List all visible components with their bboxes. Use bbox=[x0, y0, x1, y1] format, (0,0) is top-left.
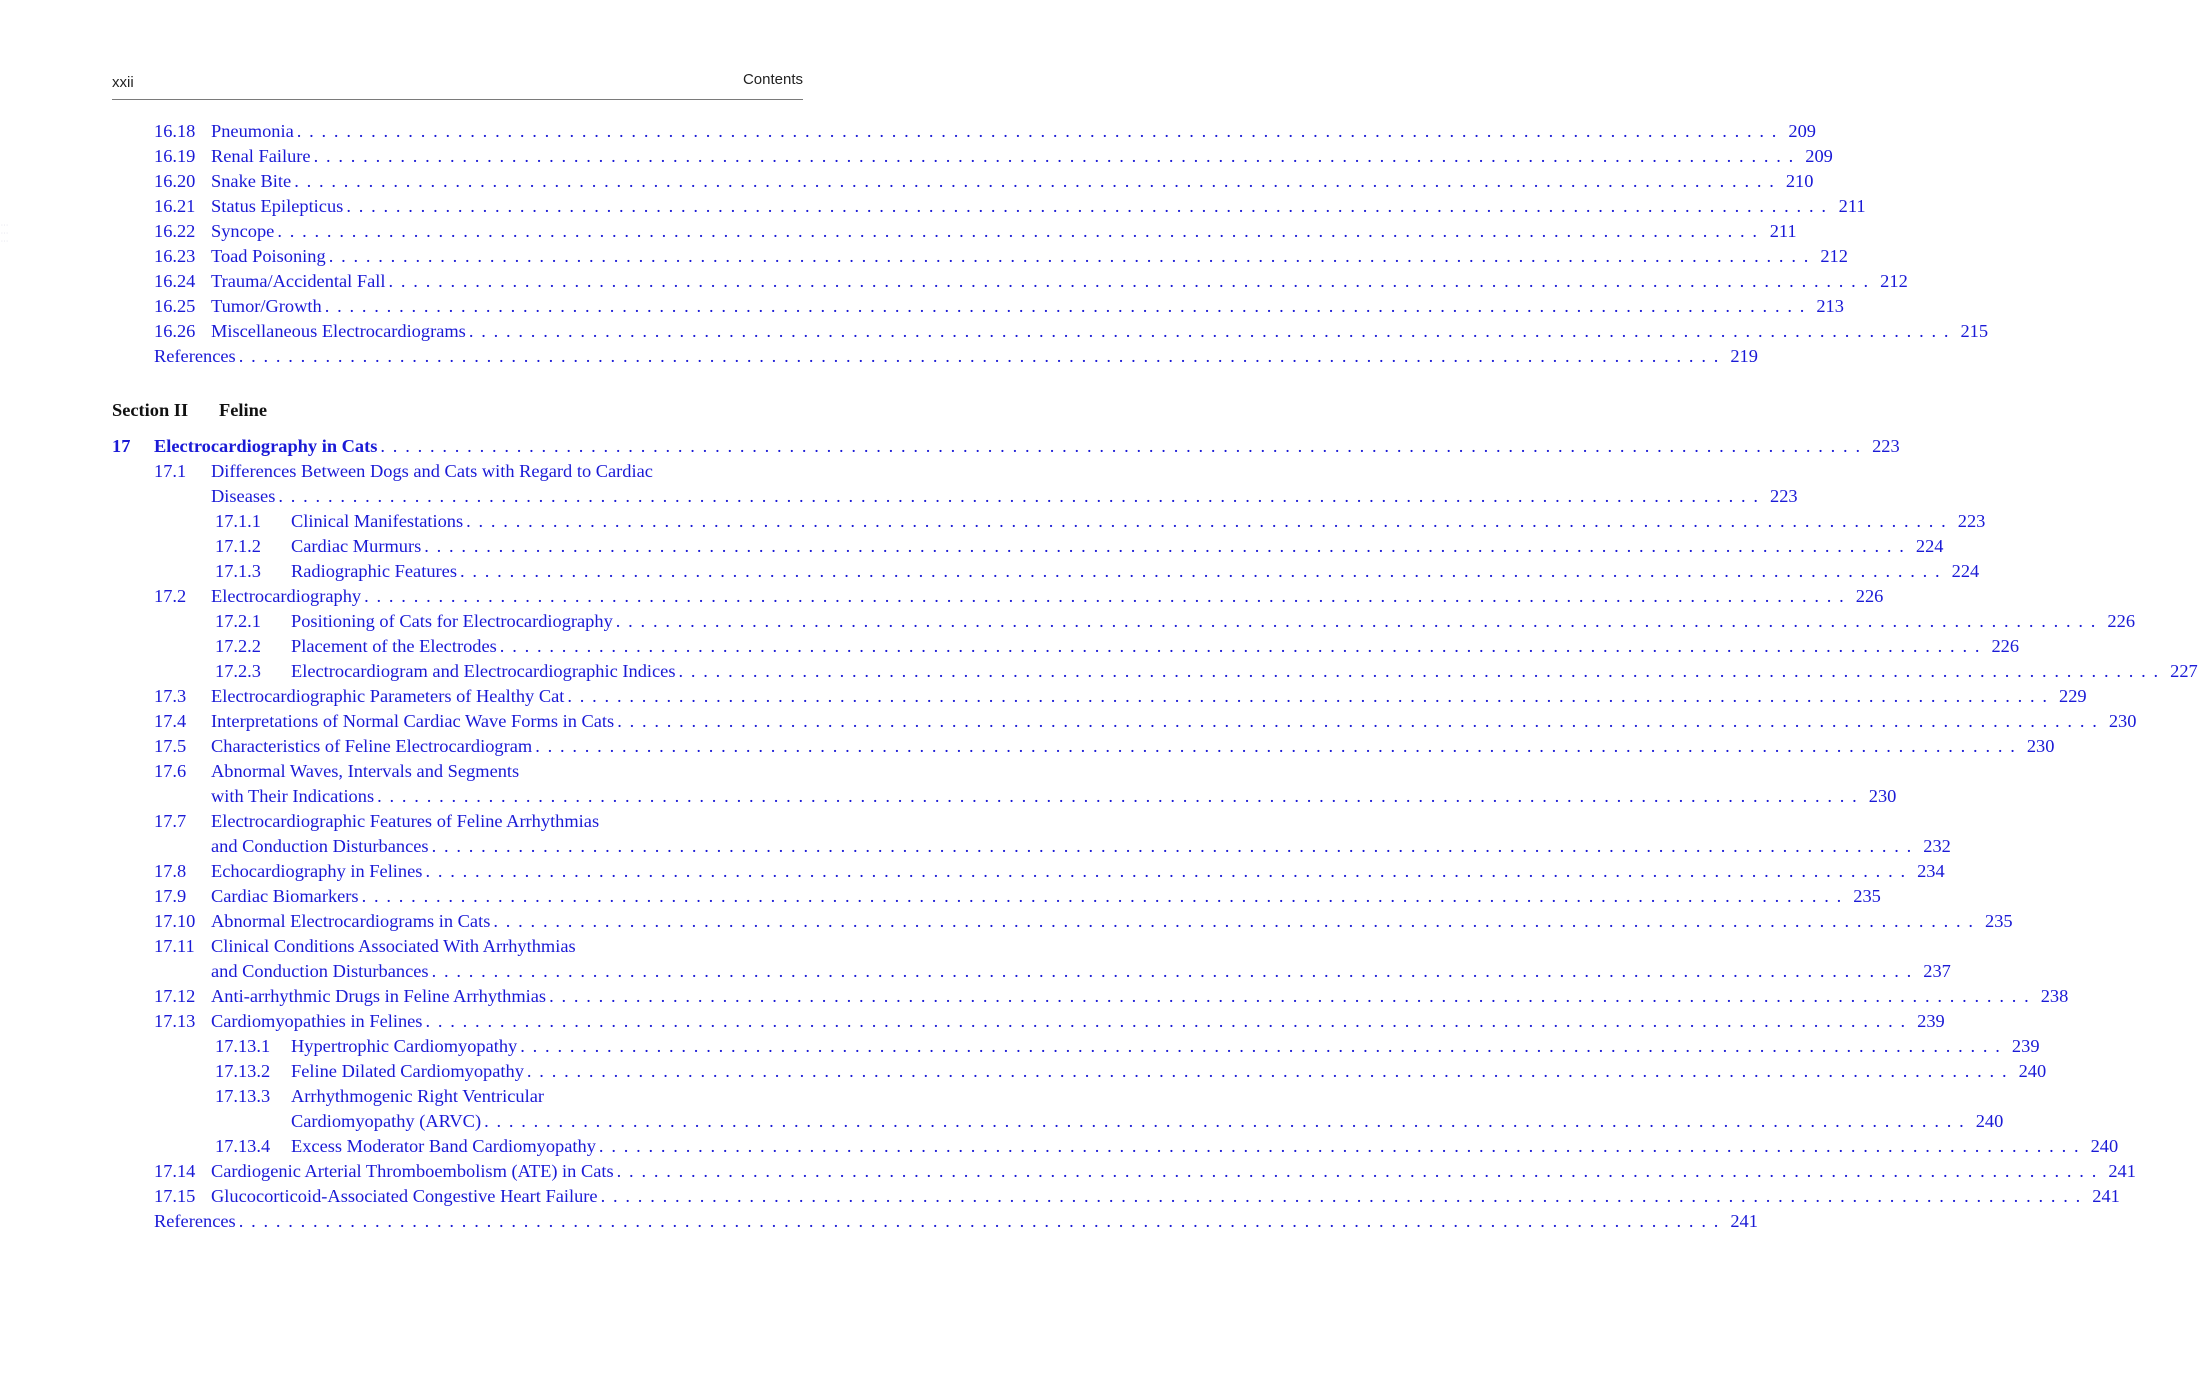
dot-leader: . . . . . . . . . . . . . . . . . . . . . . . . . . . . . . . . . . . . . . . . . . . . . . . . . . . . . . . . . . . . . . . . . . . . . . . . . . . . . . . . . . . . . . . . . . . . . . . . . . . . . . . . . . . . . . . . . . . . . . . . bbox=[499, 636, 1982, 656]
toc-entry[interactable] bbox=[0, 884, 1881, 909]
toc-entry-number: 17.8 bbox=[154, 861, 187, 881]
toc-entry[interactable] bbox=[0, 759, 803, 784]
toc-entry[interactable] bbox=[0, 584, 1884, 609]
toc-entry-title: Cardiogenic Arterial Thromboembolism (ATE) in Cats bbox=[211, 1161, 614, 1181]
dot-leader: . . . . . . . . . . . . . . . . . . . . . . . . . . . . . . . . . . . . . . . . . . . . . . . . . . . . . . . . . . . . . . . . . . . . . . . . . . . . . . . . . . . . . . . . . . . . . . . . . . . . . . . . . . . . . . . . . . . . . . . . bbox=[484, 1111, 1966, 1131]
toc-entry-page: 240 bbox=[2090, 1136, 2119, 1156]
page-number: xxii bbox=[112, 74, 134, 91]
toc-entry-title: Positioning of Cats for Electrocardiography bbox=[291, 611, 613, 631]
toc-entry-title: and Conduction Disturbances bbox=[211, 961, 429, 981]
toc-entry-page: 209 bbox=[1788, 121, 1816, 141]
toc-entry-title: Feline Dilated Cardiomyopathy bbox=[291, 1061, 524, 1081]
toc-entry[interactable] bbox=[0, 909, 2013, 934]
dot-leader: . . . . . . . . . . . . . . . . . . . . . . . . . . . . . . . . . . . . . . . . . . . . . . . . . . . . . . . . . . . . . . . . . . . . . . . . . . . . . . . . . . . . . . . . . . . . . . . . . . . . . . . . . . . . . . . . . . . . . . . . bbox=[364, 586, 1846, 606]
toc-entry-page: 226 bbox=[1991, 636, 2020, 656]
toc-entry-page: 212 bbox=[1880, 271, 1908, 291]
toc-entry[interactable] bbox=[0, 144, 1833, 169]
toc-entry-number: 16.24 bbox=[154, 271, 196, 291]
toc-entry-page: 229 bbox=[2059, 686, 2087, 706]
toc-entry[interactable] bbox=[0, 294, 1844, 319]
toc-entry[interactable] bbox=[0, 1059, 2047, 1084]
toc-entry[interactable] bbox=[0, 609, 2136, 634]
toc-entry[interactable] bbox=[0, 1109, 2004, 1134]
margin-watermark: ⋮⋮⋮ bbox=[0, 221, 9, 245]
toc-entry-page: 223 bbox=[1872, 436, 1900, 456]
toc-entry-number: 16.26 bbox=[154, 321, 196, 341]
dot-leader: . . . . . . . . . . . . . . . . . . . . . . . . . . . . . . . . . . . . . . . . . . . . . . . . . . . . . . . . . . . . . . . . . . . . . . . . . . . . . . . . . . . . . . . . . . . . . . . . . . . . . . . . . . . . . . . . . . . . . . . . bbox=[459, 561, 1942, 581]
toc-entry-page: 230 bbox=[2026, 736, 2055, 756]
toc-entry-page: 241 bbox=[1730, 1211, 1758, 1231]
toc-entry-page: 223 bbox=[1957, 511, 1986, 531]
toc-entry-number: 16.19 bbox=[154, 146, 196, 166]
toc-entry[interactable] bbox=[0, 784, 1897, 809]
toc-entry-title: Arrhythmogenic Right Ventricular bbox=[291, 1086, 544, 1106]
toc-entry-number: 17.5 bbox=[154, 736, 187, 756]
toc-entry-page: 219 bbox=[1730, 346, 1758, 366]
toc-entry-number: 17.13.4 bbox=[215, 1136, 271, 1156]
dot-leader: . . . . . . . . . . . . . . . . . . . . . . . . . . . . . . . . . . . . . . . . . . . . . . . . . . . . . . . . . . . . . . . . . . . . . . . . . . . . . . . . . . . . . . . . . . . . . . . . . . . . . . . . . . . . . . . . . . . . . . . . bbox=[466, 511, 1948, 531]
toc-entry-title: Abnormal Electrocardiograms in Cats bbox=[211, 911, 491, 931]
toc-entry-number: 17.6 bbox=[154, 761, 187, 781]
toc-entry[interactable] bbox=[0, 509, 1986, 534]
toc-entry-page: 237 bbox=[1923, 961, 1951, 981]
toc-entry-title: Glucocorticoid-Associated Congestive Heart Failure bbox=[211, 1186, 598, 1206]
toc-entry-number: 17.13.3 bbox=[215, 1086, 271, 1106]
toc-entry-number: 17.2.3 bbox=[215, 661, 261, 681]
toc-entry[interactable] bbox=[0, 344, 1758, 369]
dot-leader: . . . . . . . . . . . . . . . . . . . . . . . . . . . . . . . . . . . . . . . . . . . . . . . . . . . . . . . . . . . . . . . . . . . . . . . . . . . . . . . . . . . . . . . . . . . . . . . . . . . . . . . . . . . . . . . . . . . . . . . . bbox=[380, 436, 1862, 456]
toc-entry-title: Excess Moderator Band Cardiomyopathy bbox=[291, 1136, 596, 1156]
toc-entry-page: 215 bbox=[1960, 321, 1989, 341]
toc-entry-number: 16.25 bbox=[154, 296, 196, 316]
toc-entry-title: Cardiac Biomarkers bbox=[211, 886, 359, 906]
toc-entry-title: Toad Poisoning bbox=[211, 246, 326, 266]
toc-entry-page: 239 bbox=[1917, 1011, 1945, 1031]
toc-entry-number: 17.9 bbox=[154, 886, 187, 906]
toc-entry-title: Electrocardiographic Parameters of Healthy Cat bbox=[211, 686, 565, 706]
toc-entry-title: with Their Indications bbox=[211, 786, 375, 806]
toc-entry-number: 17.12 bbox=[154, 986, 196, 1006]
toc-entry-title: Cardiomyopathies in Felines bbox=[211, 1011, 423, 1031]
toc-entry-page: 209 bbox=[1805, 146, 1833, 166]
toc-entry-number: 17.3 bbox=[154, 686, 187, 706]
toc-entry-number: 17.1 bbox=[154, 461, 187, 481]
toc-entry-number: 17.14 bbox=[154, 1161, 196, 1181]
toc-entry-page: 211 bbox=[1769, 221, 1797, 241]
toc-entry[interactable] bbox=[0, 934, 803, 959]
toc-entry-number: 16.18 bbox=[154, 121, 196, 141]
toc-entry-number: 17.1.3 bbox=[215, 561, 261, 581]
toc-entry[interactable] bbox=[0, 119, 1816, 144]
toc-entry-number: 17.13 bbox=[154, 1011, 196, 1031]
dot-leader: . . . . . . . . . . . . . . . . . . . . . . . . . . . . . . . . . . . . . . . . . . . . . . . . . . . . . . . . . . . . . . . . . . . . . . . . . . . . . . . . . . . . . . . . . . . . . . . . . . . . . . . . . . . . . . . . . . . . . . . . bbox=[526, 1061, 2009, 1081]
toc-entry-number: 17.13.2 bbox=[215, 1061, 271, 1081]
toc-entry[interactable] bbox=[0, 959, 1951, 984]
toc-entry-page: 240 bbox=[1975, 1111, 2004, 1131]
dot-leader: . . . . . . . . . . . . . . . . . . . . . . . . . . . . . . . . . . . . . . . . . . . . . . . . . . . . . . . . . . . . . . . . . . . . . . . . . . . . . . . . . . . . . . . . . . . . . . . . . . . . . . . . . . . . . . . . . . . . . . . . bbox=[431, 961, 1913, 981]
dot-leader: . . . . . . . . . . . . . . . . . . . . . . . . . . . . . . . . . . . . . . . . . . . . . . . . . . . . . . . . . . . . . . . . . . . . . . . . . . . . . . . . . . . . . . . . . . . . . . . . . . . . . . . . . . . . . . . . . . . . . . . . bbox=[431, 836, 1913, 856]
toc-entry[interactable] bbox=[0, 1034, 2040, 1059]
toc-entry-number: 17.13.1 bbox=[215, 1036, 271, 1056]
toc-entry-number: 17.7 bbox=[154, 811, 187, 831]
dot-leader: . . . . . . . . . . . . . . . . . . . . . . . . . . . . . . . . . . . . . . . . . . . . . . . . . . . . . . . . . . . . . . . . . . . . . . . . . . . . . . . . . . . . . . . . . . . . . . . . . . . . . . . . . . . . . . . . . . . . . . . . bbox=[424, 536, 1906, 556]
toc-entry-title: Clinical Conditions Associated With Arrhythmias bbox=[211, 936, 576, 956]
toc-entry-number: 17.1.2 bbox=[215, 536, 261, 556]
toc-entry[interactable] bbox=[0, 484, 1798, 509]
toc-entry-page: 234 bbox=[1917, 861, 1945, 881]
dot-leader: . . . . . . . . . . . . . . . . . . . . . . . . . . . . . . . . . . . . . . . . . . . . . . . . . . . . . . . . . . . . . . . . . . . . . . . . . . . . . . . . . . . . . . . . . . . . . . . . . . . . . . . . . . . . . . . . . . . . . . . . bbox=[549, 986, 2031, 1006]
toc-entry[interactable] bbox=[0, 809, 803, 834]
toc-entry-page: 213 bbox=[1816, 296, 1844, 316]
header-rule bbox=[112, 99, 803, 100]
toc-entry[interactable] bbox=[0, 1134, 2119, 1159]
section-heading bbox=[112, 398, 267, 423]
toc-entry-page: 226 bbox=[2107, 611, 2136, 631]
toc-entry[interactable] bbox=[0, 244, 1848, 269]
toc-entry[interactable] bbox=[0, 194, 1866, 219]
toc-entry-title: Snake Bite bbox=[211, 171, 292, 191]
toc-entry-title: Trauma/Accidental Fall bbox=[211, 271, 386, 291]
dot-leader: . . . . . . . . . . . . . . . . . . . . . . . . . . . . . . . . . . . . . . . . . . . . . . . . . . . . . . . . . . . . . . . . . . . . . . . . . . . . . . . . . . . . . . . . . . . . . . . . . . . . . . . . . . . . . . . . . . . . . . . . bbox=[313, 146, 1795, 166]
toc-entry-number: 17.11 bbox=[154, 936, 195, 956]
toc-entry-title: Hypertrophic Cardiomyopathy bbox=[291, 1036, 518, 1056]
toc-entry[interactable] bbox=[0, 859, 1945, 884]
toc-entry-title: References bbox=[154, 1211, 236, 1231]
toc-entry-number: 17.2.1 bbox=[215, 611, 261, 631]
page-header bbox=[112, 70, 803, 94]
dot-leader: . . . . . . . . . . . . . . . . . . . . . . . . . . . . . . . . . . . . . . . . . . . . . . . . . . . . . . . . . . . . . . . . . . . . . . . . . . . . . . . . . . . . . . . . . . . . . . . . . . . . . . . . . . . . . . . . . . . . . . . . bbox=[678, 661, 2160, 681]
toc-entry-title: Placement of the Electrodes bbox=[291, 636, 497, 656]
dot-leader: . . . . . . . . . . . . . . . . . . . . . . . . . . . . . . . . . . . . . . . . . . . . . . . . . . . . . . . . . . . . . . . . . . . . . . . . . . . . . . . . . . . . . . . . . . . . . . . . . . . . . . . . . . . . . . . . . . . . . . . . bbox=[493, 911, 1975, 931]
dot-leader: . . . . . . . . . . . . . . . . . . . . . . . . . . . . . . . . . . . . . . . . . . . . . . . . . . . . . . . . . . . . . . . . . . . . . . . . . . . . . . . . . . . . . . . . . . . . . . . . . . . . . . . . . . . . . . . . . . . . . . . . bbox=[567, 686, 2049, 706]
toc-entry-number: 17.2 bbox=[154, 586, 187, 606]
toc-entry-title: Characteristics of Feline Electrocardiogram bbox=[211, 736, 533, 756]
dot-leader: . . . . . . . . . . . . . . . . . . . . . . . . . . . . . . . . . . . . . . . . . . . . . . . . . . . . . . . . . . . . . . . . . . . . . . . . . . . . . . . . . . . . . . . . . . . . . . . . . . . . . . . . . . . . . . . . . . . . . . . . bbox=[277, 221, 1759, 241]
toc-entry-number: 17.1.1 bbox=[215, 511, 261, 531]
toc-entry-title: Cardiac Murmurs bbox=[291, 536, 422, 556]
toc-entry-title: Anti-arrhythmic Drugs in Feline Arrhythmias bbox=[211, 986, 547, 1006]
dot-leader: . . . . . . . . . . . . . . . . . . . . . . . . . . . . . . . . . . . . . . . . . . . . . . . . . . . . . . . . . . . . . . . . . . . . . . . . . . . . . . . . . . . . . . . . . . . . . . . . . . . . . . . . . . . . . . . . . . . . . . . . bbox=[377, 786, 1859, 806]
dot-leader: . . . . . . . . . . . . . . . . . . . . . . . . . . . . . . . . . . . . . . . . . . . . . . . . . . . . . . . . . . . . . . . . . . . . . . . . . . . . . . . . . . . . . . . . . . . . . . . . . . . . . . . . . . . . . . . . . . . . . . . . bbox=[238, 346, 1720, 366]
toc-entry-title: Electrocardiography in Cats bbox=[154, 436, 378, 456]
toc-entry-page: 238 bbox=[2040, 986, 2069, 1006]
toc-entry-page: 239 bbox=[2011, 1036, 2040, 1056]
toc-entry-page: 230 bbox=[2108, 711, 2137, 731]
toc-entry-title: Diseases bbox=[211, 486, 276, 506]
toc-entry-number: 17.4 bbox=[154, 711, 187, 731]
dot-leader: . . . . . . . . . . . . . . . . . . . . . . . . . . . . . . . . . . . . . . . . . . . . . . . . . . . . . . . . . . . . . . . . . . . . . . . . . . . . . . . . . . . . . . . . . . . . . . . . . . . . . . . . . . . . . . . . . . . . . . . . bbox=[520, 1036, 2002, 1056]
toc-entry-page: 224 bbox=[1951, 561, 1980, 581]
toc-entry-title: Electrocardiography bbox=[211, 586, 362, 606]
toc-entry-title: Status Epilepticus bbox=[211, 196, 344, 216]
toc-entry-title: Radiographic Features bbox=[291, 561, 457, 581]
dot-leader: . . . . . . . . . . . . . . . . . . . . . . . . . . . . . . . . . . . . . . . . . . . . . . . . . . . . . . . . . . . . . . . . . . . . . . . . . . . . . . . . . . . . . . . . . . . . . . . . . . . . . . . . . . . . . . . . . . . . . . . . bbox=[296, 121, 1778, 141]
toc-entry-title: Tumor/Growth bbox=[211, 296, 322, 316]
toc-entry-page: 224 bbox=[1915, 536, 1944, 556]
toc-entry-page: 241 bbox=[2108, 1161, 2136, 1181]
toc-entry-page: 210 bbox=[1785, 171, 1814, 191]
toc-entry[interactable] bbox=[0, 834, 1951, 859]
dot-leader: . . . . . . . . . . . . . . . . . . . . . . . . . . . . . . . . . . . . . . . . . . . . . . . . . . . . . . . . . . . . . . . . . . . . . . . . . . . . . . . . . . . . . . . . . . . . . . . . . . . . . . . . . . . . . . . . . . . . . . . . bbox=[468, 321, 1951, 341]
dot-leader: . . . . . . . . . . . . . . . . . . . . . . . . . . . . . . . . . . . . . . . . . . . . . . . . . . . . . . . . . . . . . . . . . . . . . . . . . . . . . . . . . . . . . . . . . . . . . . . . . . . . . . . . . . . . . . . . . . . . . . . . bbox=[324, 296, 1806, 316]
toc-entry-number: 16.21 bbox=[154, 196, 196, 216]
toc-entry[interactable] bbox=[0, 1009, 1945, 1034]
toc-entry-page: 235 bbox=[1853, 886, 1881, 906]
toc-entry-title: Syncope bbox=[211, 221, 275, 241]
toc-entry-title: Differences Between Dogs and Cats with Regard to Cardiac bbox=[211, 461, 653, 481]
dot-leader: . . . . . . . . . . . . . . . . . . . . . . . . . . . . . . . . . . . . . . . . . . . . . . . . . . . . . . . . . . . . . . . . . . . . . . . . . . . . . . . . . . . . . . . . . . . . . . . . . . . . . . . . . . . . . . . . . . . . . . . . bbox=[361, 886, 1843, 906]
toc-entry-title: and Conduction Disturbances bbox=[211, 836, 429, 856]
toc-entry[interactable] bbox=[0, 1159, 2136, 1184]
toc-entry-title: Interpretations of Normal Cardiac Wave Forms in Cats bbox=[211, 711, 615, 731]
section-label: Section II bbox=[112, 400, 189, 420]
dot-leader: . . . . . . . . . . . . . . . . . . . . . . . . . . . . . . . . . . . . . . . . . . . . . . . . . . . . . . . . . . . . . . . . . . . . . . . . . . . . . . . . . . . . . . . . . . . . . . . . . . . . . . . . . . . . . . . . . . . . . . . . bbox=[238, 1211, 1720, 1231]
toc-entry[interactable] bbox=[0, 734, 2055, 759]
dot-leader: . . . . . . . . . . . . . . . . . . . . . . . . . . . . . . . . . . . . . . . . . . . . . . . . . . . . . . . . . . . . . . . . . . . . . . . . . . . . . . . . . . . . . . . . . . . . . . . . . . . . . . . . . . . . . . . . . . . . . . . . bbox=[600, 1186, 2082, 1206]
toc-entry[interactable] bbox=[0, 1209, 1758, 1234]
toc-entry-page: 232 bbox=[1923, 836, 1951, 856]
dot-leader: . . . . . . . . . . . . . . . . . . . . . . . . . . . . . . . . . . . . . . . . . . . . . . . . . . . . . . . . . . . . . . . . . . . . . . . . . . . . . . . . . . . . . . . . . . . . . . . . . . . . . . . . . . . . . . . . . . . . . . . . bbox=[328, 246, 1810, 266]
toc-entry-number: 17 bbox=[112, 436, 131, 456]
toc-entry[interactable] bbox=[0, 169, 1814, 194]
dot-leader: . . . . . . . . . . . . . . . . . . . . . . . . . . . . . . . . . . . . . . . . . . . . . . . . . . . . . . . . . . . . . . . . . . . . . . . . . . . . . . . . . . . . . . . . . . . . . . . . . . . . . . . . . . . . . . . . . . . . . . . . bbox=[598, 1136, 2081, 1156]
toc-entry-page: 223 bbox=[1770, 486, 1798, 506]
toc-entry-number: 16.23 bbox=[154, 246, 196, 266]
toc-entry-page: 230 bbox=[1868, 786, 1897, 806]
dot-leader: . . . . . . . . . . . . . . . . . . . . . . . . . . . . . . . . . . . . . . . . . . . . . . . . . . . . . . . . . . . . . . . . . . . . . . . . . . . . . . . . . . . . . . . . . . . . . . . . . . . . . . . . . . . . . . . . . . . . . . . . bbox=[425, 861, 1907, 881]
toc-entry-page: 235 bbox=[1985, 911, 2013, 931]
toc-entry-title: Miscellaneous Electrocardiograms bbox=[211, 321, 466, 341]
toc-entry-title: Pneumonia bbox=[211, 121, 294, 141]
toc-entry-title: Electrocardiogram and Electrocardiographic Indices bbox=[291, 661, 676, 681]
dot-leader: . . . . . . . . . . . . . . . . . . . . . . . . . . . . . . . . . . . . . . . . . . . . . . . . . . . . . . . . . . . . . . . . . . . . . . . . . . . . . . . . . . . . . . . . . . . . . . . . . . . . . . . . . . . . . . . . . . . . . . . . bbox=[535, 736, 2017, 756]
dot-leader: . . . . . . . . . . . . . . . . . . . . . . . . . . . . . . . . . . . . . . . . . . . . . . . . . . . . . . . . . . . . . . . . . . . . . . . . . . . . . . . . . . . . . . . . . . . . . . . . . . . . . . . . . . . . . . . . . . . . . . . . bbox=[346, 196, 1828, 216]
toc-entry-number: 16.20 bbox=[154, 171, 196, 191]
toc-entry[interactable] bbox=[0, 634, 2020, 659]
dot-leader: . . . . . . . . . . . . . . . . . . . . . . . . . . . . . . . . . . . . . . . . . . . . . . . . . . . . . . . . . . . . . . . . . . . . . . . . . . . . . . . . . . . . . . . . . . . . . . . . . . . . . . . . . . . . . . . . . . . . . . . . bbox=[616, 1161, 2098, 1181]
dot-leader: . . . . . . . . . . . . . . . . . . . . . . . . . . . . . . . . . . . . . . . . . . . . . . . . . . . . . . . . . . . . . . . . . . . . . . . . . . . . . . . . . . . . . . . . . . . . . . . . . . . . . . . . . . . . . . . . . . . . . . . . bbox=[617, 711, 2099, 731]
toc-entry-title: Electrocardiographic Features of Feline Arrhythmias bbox=[211, 811, 600, 831]
dot-leader: . . . . . . . . . . . . . . . . . . . . . . . . . . . . . . . . . . . . . . . . . . . . . . . . . . . . . . . . . . . . . . . . . . . . . . . . . . . . . . . . . . . . . . . . . . . . . . . . . . . . . . . . . . . . . . . . . . . . . . . . bbox=[388, 271, 1870, 291]
toc-entry-number: 16.22 bbox=[154, 221, 196, 241]
toc-entry[interactable] bbox=[0, 659, 2198, 684]
toc-entry-page: 211 bbox=[1838, 196, 1866, 216]
toc-entry[interactable] bbox=[0, 459, 803, 484]
dot-leader: . . . . . . . . . . . . . . . . . . . . . . . . . . . . . . . . . . . . . . . . . . . . . . . . . . . . . . . . . . . . . . . . . . . . . . . . . . . . . . . . . . . . . . . . . . . . . . . . . . . . . . . . . . . . . . . . . . . . . . . . bbox=[615, 611, 2098, 631]
toc-entry[interactable] bbox=[0, 559, 1980, 584]
toc-entry-number: 17.10 bbox=[154, 911, 196, 931]
toc-entry-title: Renal Failure bbox=[211, 146, 311, 166]
running-title: Contents bbox=[742, 71, 803, 88]
toc-entry-page: 227 bbox=[2170, 661, 2198, 681]
toc-entry[interactable] bbox=[0, 319, 1989, 344]
toc-chapter-entry[interactable] bbox=[0, 434, 1900, 459]
toc-entry[interactable] bbox=[0, 984, 2069, 1009]
toc-entry[interactable] bbox=[0, 1184, 2120, 1209]
dot-leader: . . . . . . . . . . . . . . . . . . . . . . . . . . . . . . . . . . . . . . . . . . . . . . . . . . . . . . . . . . . . . . . . . . . . . . . . . . . . . . . . . . . . . . . . . . . . . . . . . . . . . . . . . . . . . . . . . . . . . . . . bbox=[278, 486, 1760, 506]
toc-entry-page: 241 bbox=[2092, 1186, 2120, 1206]
toc-entry[interactable] bbox=[0, 684, 2087, 709]
toc-entry[interactable] bbox=[0, 219, 1797, 244]
toc-entry[interactable] bbox=[0, 269, 1908, 294]
toc-entry-title: Cardiomyopathy (ARVC) bbox=[291, 1111, 482, 1131]
toc-entry[interactable] bbox=[0, 709, 2137, 734]
toc-entry-number: 17.2.2 bbox=[215, 636, 261, 656]
toc-entry-title: Abnormal Waves, Intervals and Segments bbox=[211, 761, 520, 781]
dot-leader: . . . . . . . . . . . . . . . . . . . . . . . . . . . . . . . . . . . . . . . . . . . . . . . . . . . . . . . . . . . . . . . . . . . . . . . . . . . . . . . . . . . . . . . . . . . . . . . . . . . . . . . . . . . . . . . . . . . . . . . . bbox=[425, 1011, 1907, 1031]
dot-leader: . . . . . . . . . . . . . . . . . . . . . . . . . . . . . . . . . . . . . . . . . . . . . . . . . . . . . . . . . . . . . . . . . . . . . . . . . . . . . . . . . . . . . . . . . . . . . . . . . . . . . . . . . . . . . . . . . . . . . . . . bbox=[294, 171, 1776, 191]
toc-entry-page: 226 bbox=[1855, 586, 1884, 606]
toc-entry[interactable] bbox=[0, 1084, 803, 1109]
section-title: Feline bbox=[219, 400, 268, 420]
toc-entry-page: 240 bbox=[2018, 1061, 2047, 1081]
toc-entry-title: Echocardiography in Felines bbox=[211, 861, 423, 881]
toc-entry[interactable] bbox=[0, 534, 1944, 559]
toc-entry-title: Clinical Manifestations bbox=[291, 511, 464, 531]
toc-entry-title: References bbox=[154, 346, 236, 366]
toc-entry-number: 17.15 bbox=[154, 1186, 196, 1206]
toc-entry-page: 212 bbox=[1820, 246, 1848, 266]
